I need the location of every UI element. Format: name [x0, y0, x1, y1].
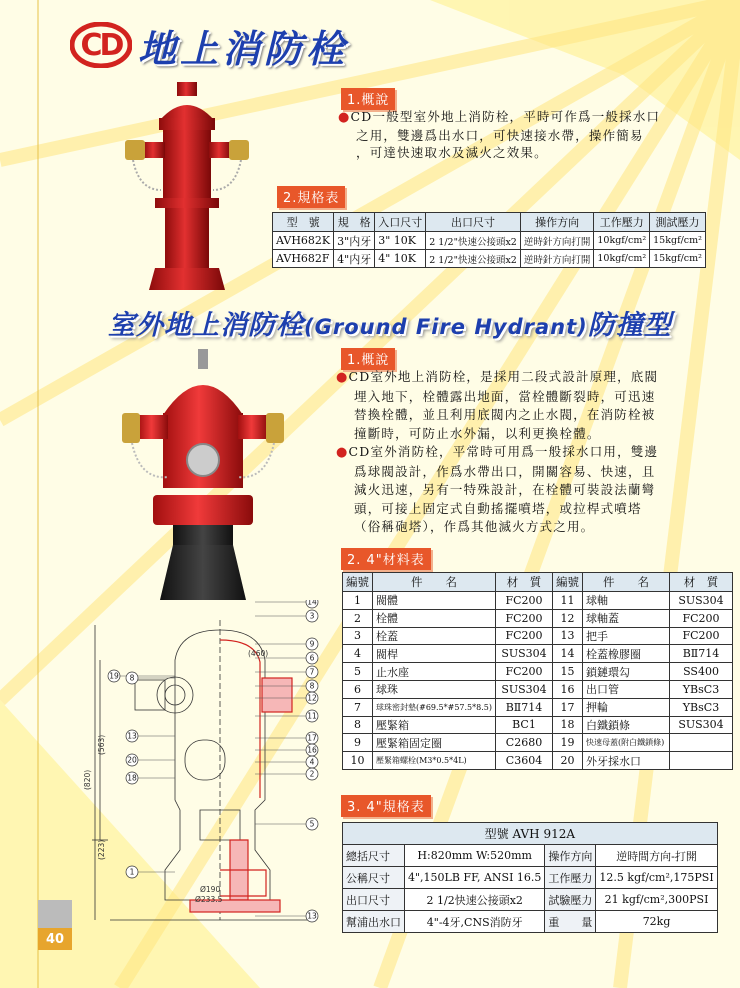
callout-number: 17 — [307, 733, 317, 743]
table-row — [343, 663, 733, 681]
callout-number: 6 — [309, 653, 315, 663]
col-header: 件 名 — [373, 573, 496, 592]
bullet-icon: ● — [336, 445, 349, 460]
table-cell: 11 — [553, 592, 583, 610]
table-cell: BⅡ714 — [496, 698, 553, 716]
fire-hydrant-photo-standard — [115, 80, 265, 295]
table-cell — [670, 734, 733, 752]
table-cell: 19 — [553, 734, 583, 752]
table-cell: 1 — [343, 592, 373, 610]
callout-number: 8 — [129, 673, 135, 683]
product-subtitle: 室外地上消防栓(Ground Fire Hydrant)防撞型 — [108, 310, 672, 341]
callout-number: 9 — [309, 639, 315, 649]
callout-number: 11 — [307, 711, 317, 721]
table-row — [343, 889, 718, 911]
table-row — [343, 609, 733, 627]
table-cell: SUS304 — [496, 680, 553, 698]
brand-logo: CD — [70, 22, 132, 68]
table-cell: 快速母蓋(附白鐵鎖條) — [583, 734, 670, 752]
col-header: 編號 — [553, 573, 583, 592]
table-cell: 工作壓力 — [545, 867, 596, 889]
callout-number: 8 — [309, 681, 315, 691]
table-row — [343, 680, 733, 698]
table-cell: 13 — [553, 627, 583, 645]
callout-number: 5 — [309, 819, 315, 829]
table-cell: 球珠密封墊(#69.5*#57.5*8.5) — [373, 698, 496, 716]
col-header: 件 名 — [583, 573, 670, 592]
table-row — [343, 645, 733, 663]
table-cell: 7 — [343, 698, 373, 716]
page-number: 40 — [38, 928, 72, 950]
table-cell: C3604 — [496, 752, 553, 770]
table-row — [343, 698, 733, 716]
table-cell: 栓體 — [373, 609, 496, 627]
table-cell: 止水座 — [373, 663, 496, 681]
table-cell: BⅡ714 — [670, 645, 733, 663]
table-cell: 4"-4牙,CNS消防牙 — [405, 911, 545, 933]
table-cell: FC200 — [496, 627, 553, 645]
table-cell: 4 — [343, 645, 373, 663]
table-cell: 15 — [553, 663, 583, 681]
section-heading-overview: 1.概說 — [341, 88, 395, 110]
table-cell: FC200 — [496, 592, 553, 610]
table-cell: 重 量 — [545, 911, 596, 933]
table-cell: H:820mm W:520mm — [405, 845, 545, 867]
table-cell: 閥體 — [373, 592, 496, 610]
table-cell: 逆時間方向-打開 — [596, 845, 717, 867]
callout-number: 12 — [307, 693, 317, 703]
table-cell: 16 — [553, 680, 583, 698]
table-cell: 球軸蓋 — [583, 609, 670, 627]
table-cell — [670, 752, 733, 770]
table-cell: 20 — [553, 752, 583, 770]
dim-label: (223) — [97, 839, 106, 860]
col-header: 材 質 — [670, 573, 733, 592]
table-row — [343, 716, 733, 734]
section-heading-overview-2: 1.概說 — [341, 348, 395, 370]
table-cell: 12.5 kgf/cm²,175PSI — [596, 867, 717, 889]
table-row — [343, 592, 733, 610]
col-header: 材 質 — [496, 573, 553, 592]
table-cell: SUS304 — [670, 592, 733, 610]
table-cell: 4",150LB FF, ANSI 16.5 — [405, 867, 545, 889]
table-cell: 2 1/2快速公接頭x2 — [405, 889, 545, 911]
col-header: 入口尺寸 — [375, 213, 426, 232]
table-cell: 總括尺寸 — [343, 845, 405, 867]
callout-number: 14 — [307, 600, 317, 607]
overview-paragraph: ●CD一般型室外地上消防栓，平時可作爲一般採水口 之用，雙邊爲出水口，可快速接水帶，操作簡易 ，可達快速取水及滅火之效果。 — [338, 109, 661, 160]
table-cell: 押輪 — [583, 698, 670, 716]
table-cell: YBsC3 — [670, 698, 733, 716]
table-cell: 鎖鏈環勾 — [583, 663, 670, 681]
table-cell: FC200 — [496, 663, 553, 681]
table-cell: 閥桿 — [373, 645, 496, 663]
table-cell: 3 — [343, 627, 373, 645]
col-header: 規 格 — [334, 213, 375, 232]
table-cell: 10 — [343, 752, 373, 770]
materials-table — [342, 572, 733, 770]
table-cell: FC200 — [670, 609, 733, 627]
table-row — [343, 867, 718, 889]
table-cell: YBsC3 — [670, 680, 733, 698]
overview-paragraph-2: ●CD室外地上消防栓，是採用二段式設計原理，底閥 埋入地下，栓體露出地面，當栓體斷裂時，可迅速 替換栓體，並且利用底閥内之止水閥，在消防栓被 撞斷時，可防止水外漏，以利更換栓體。 ●CD室外消防栓，平常時可用爲一般採水口用，雙邊 爲球閥設計，作爲水帶出口，開關容易、快速，且 減火迅速，另有一特殊設計，在栓體可裝設法蘭彎 頭，可接上固定式自動搖擺噴塔，或拉桿式噴塔 （俗稱砲塔），作爲其他滅火方式之用。 — [336, 369, 659, 534]
callout-number: 7 — [309, 667, 315, 677]
table-cell: 外牙採水口 — [583, 752, 670, 770]
table-cell: SUS304 — [670, 716, 733, 734]
table-cell: SUS304 — [496, 645, 553, 663]
bullet-icon: ● — [336, 370, 349, 385]
table-cell: 12 — [553, 609, 583, 627]
table-row — [343, 752, 733, 770]
dim-label: (563) — [97, 734, 106, 755]
table-cell: 操作方向 — [545, 845, 596, 867]
callout-number: 1 — [129, 867, 135, 877]
table-cell: 出口管 — [583, 680, 670, 698]
spec-table-standard — [272, 212, 706, 268]
fire-hydrant-photo-anti-collision — [118, 345, 288, 605]
callout-number: 20 — [127, 755, 137, 765]
col-header: 型 號 — [273, 213, 334, 232]
callout-number: 13 — [307, 911, 317, 921]
table-cell: 18 — [553, 716, 583, 734]
table-cell: 9 — [343, 734, 373, 752]
table-cell: FC200 — [670, 627, 733, 645]
page-title: 地上消防栓 — [138, 27, 349, 71]
table-cell: 球珠 — [373, 680, 496, 698]
col-header: 工作壓力 — [594, 213, 650, 232]
table-cell: 壓緊箱固定圈 — [373, 734, 496, 752]
table-cell: 壓緊箱 — [373, 716, 496, 734]
dim-label: Ø190 — [200, 885, 221, 894]
technical-drawing — [80, 600, 325, 940]
section-heading-spec-2: 3. 4"規格表 — [341, 795, 431, 817]
col-header: 操作方向 — [520, 213, 594, 232]
col-header: 出口尺寸 — [426, 213, 521, 232]
dim-label: (460) — [248, 649, 269, 658]
table-cell: FC200 — [496, 609, 553, 627]
page-tab-decoration — [38, 900, 72, 928]
table-cell: 14 — [553, 645, 583, 663]
table-cell: 栓蓋橡膠圈 — [583, 645, 670, 663]
table-cell: 試驗壓力 — [545, 889, 596, 911]
table-cell: 6 — [343, 680, 373, 698]
table-cell: 17 — [553, 698, 583, 716]
table-row: AVH682F 4"内牙 4" 10K 2 1/2"快速公接頭x2 逆時針方向打開 10kgf/cm² 15kgf/cm² — [273, 250, 706, 268]
callout-number: 18 — [127, 773, 137, 783]
dim-label: Ø233.5 — [195, 895, 223, 904]
table-cell: 21 kgf/cm²,300PSI — [596, 889, 717, 911]
dim-label: (820) — [83, 769, 92, 790]
table-cell: 幫浦出水口 — [343, 911, 405, 933]
bullet-icon: ● — [338, 110, 351, 125]
table-cell: C2680 — [496, 734, 553, 752]
table-cell: 栓蓋 — [373, 627, 496, 645]
table-cell: 公稱尺寸 — [343, 867, 405, 889]
callout-number: 19 — [109, 671, 119, 681]
table-cell: 2 — [343, 609, 373, 627]
table-cell: 壓緊箱螺栓(M3*0.5*4L) — [373, 752, 496, 770]
table-row — [343, 734, 733, 752]
section-heading-materials: 2. 4"材料表 — [341, 548, 431, 570]
col-header: 編號 — [343, 573, 373, 592]
callout-number: 3 — [309, 611, 315, 621]
table-cell: SS400 — [670, 663, 733, 681]
table-cell: 72kg — [596, 911, 717, 933]
table-row — [343, 627, 733, 645]
table-cell: 把手 — [583, 627, 670, 645]
table-cell: 白鐵鎖條 — [583, 716, 670, 734]
table-row — [343, 845, 718, 867]
table-row: AVH682K 3"内牙 3" 10K 2 1/2"快速公接頭x2 逆時針方向打開 10kgf/cm² 15kgf/cm² — [273, 232, 706, 250]
table-cell: 出口尺寸 — [343, 889, 405, 911]
col-header: 測試壓力 — [650, 213, 706, 232]
section-heading-spec: 2.規格表 — [277, 186, 345, 208]
table-row — [343, 911, 718, 933]
table-cell: 球軸 — [583, 592, 670, 610]
table-cell: 8 — [343, 716, 373, 734]
callout-number: 16 — [307, 745, 317, 755]
callout-number: 4 — [309, 757, 315, 767]
table-cell: 5 — [343, 663, 373, 681]
model-row: 型號 AVH 912A — [343, 823, 718, 845]
spec-table-4inch — [342, 822, 718, 933]
callout-number: 13 — [127, 731, 137, 741]
callout-number: 2 — [309, 769, 315, 779]
table-cell: BC1 — [496, 716, 553, 734]
